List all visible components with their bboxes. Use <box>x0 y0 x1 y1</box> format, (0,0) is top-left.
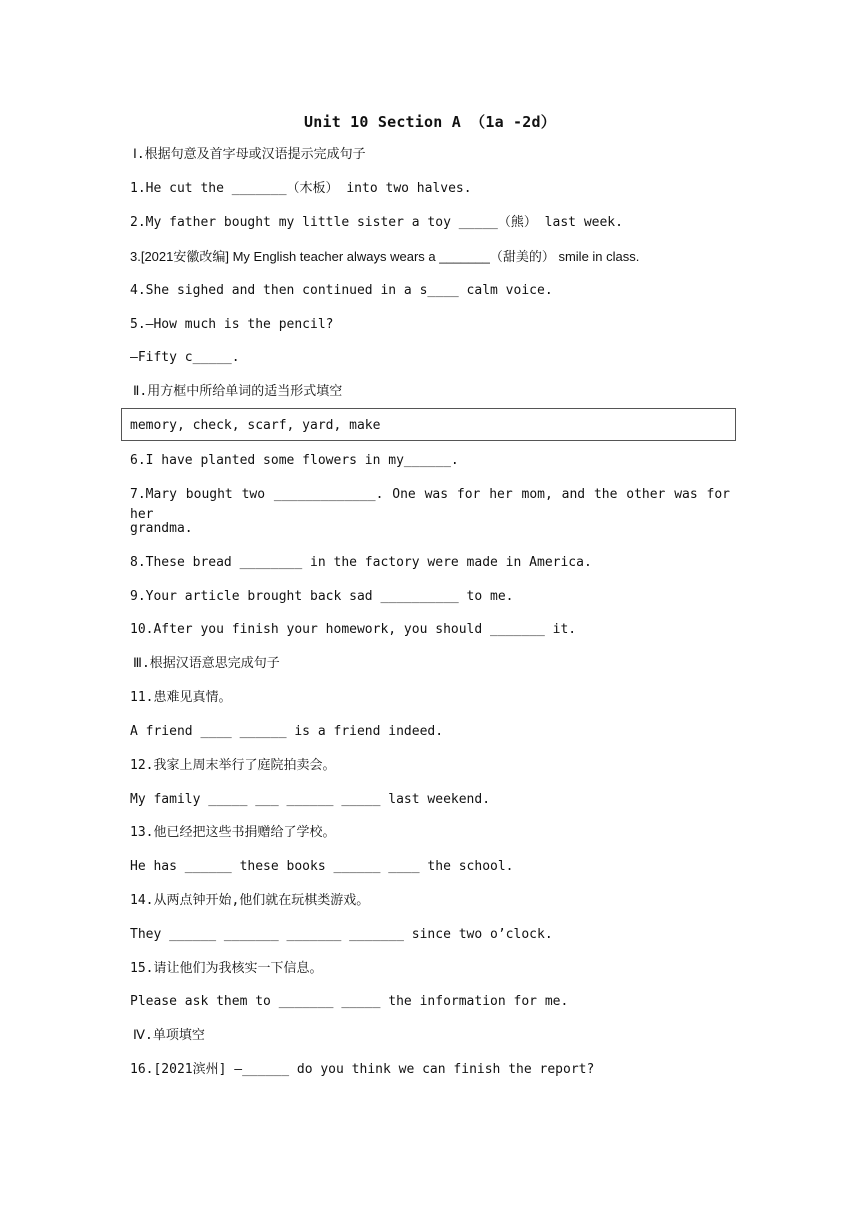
question-16: 16.[2021滨州] —______ do you think we can finish the report? <box>130 1062 595 1077</box>
question-14: 14.从两点钟开始,他们就在玩棋类游戏。 <box>130 893 370 908</box>
question-4: 4.She sighed and then continued in a s____ calm voice. <box>130 283 553 298</box>
question-1: 1.He cut the _______（木板） into two halves. <box>130 181 472 196</box>
question-8: 8.These bread ________ in the factory were made in America. <box>130 555 592 570</box>
question-11-sentence: A friend ____ ______ is a friend indeed. <box>130 724 444 739</box>
question-15: 15.请让他们为我核实一下信息。 <box>130 961 323 976</box>
section-2-heading: Ⅱ.用方框中所给单词的适当形式填空 <box>133 384 343 399</box>
question-9: 9.Your article brought back sad __________ to me. <box>130 589 514 604</box>
question-6: 6.I have planted some flowers in my______. <box>130 453 459 468</box>
question-11: 11.患难见真情。 <box>130 690 232 705</box>
word-box-words: memory, check, scarf, yard, make <box>130 418 381 433</box>
question-12: 12.我家上周末举行了庭院拍卖会。 <box>130 758 336 773</box>
question-12-sentence: My family _____ ___ ______ _____ last weekend. <box>130 792 491 807</box>
word-box <box>121 408 736 441</box>
question-10: 10.After you finish your homework, you should _______ it. <box>130 622 577 637</box>
section-1-heading: Ⅰ.根据句意及首字母或汉语提示完成句子 <box>133 147 366 162</box>
question-14-sentence: They ______ _______ _______ _______ since two o’clock. <box>130 927 553 942</box>
section-4-heading: Ⅳ.单项填空 <box>133 1028 205 1043</box>
question-13: 13.他已经把这些书捐赠给了学校。 <box>130 825 336 840</box>
question-5: 5.—How much is the pencil? <box>130 317 334 332</box>
worksheet-title: Unit 10 Section A （1a -2d） <box>304 113 556 131</box>
question-7-continued: grandma. <box>130 521 193 536</box>
question-13-sentence: He has ______ these books ______ ____ the school. <box>130 859 514 874</box>
section-3-heading: Ⅲ.根据汉语意思完成句子 <box>133 656 280 671</box>
question-3: 3.[2021安徽改编] My English teacher always wears a _______（甜美的） smile in class. <box>130 249 640 264</box>
question-15-sentence: Please ask them to _______ _____ the information for me. <box>130 994 569 1009</box>
question-7: 7.Mary bought two _____________. One was for her mom, and the other was for her <box>130 487 730 522</box>
question-5-answer: —Fifty c_____. <box>130 350 240 365</box>
question-2: 2.My father bought my little sister a toy _____（熊） last week. <box>130 215 623 230</box>
